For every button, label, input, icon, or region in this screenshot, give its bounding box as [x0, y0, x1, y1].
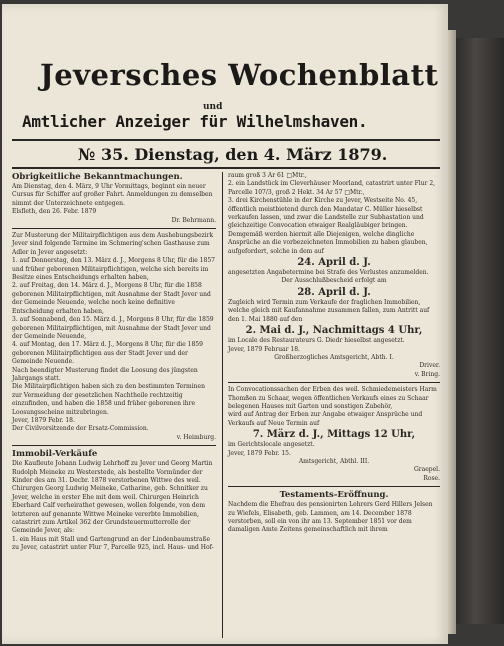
list-item: 3. drei Kirchenstühle in der Kirche zu Jever, Westseite No. 45, [228, 197, 418, 205]
list-item: 2. ein Landstück im Cleverhäuser Moorland, catastrirt unter Flur 2, Parcelle 107/3, groß 2 Hekt. 34 Ar 57 □Mtr., [228, 180, 436, 196]
page-edge [448, 30, 456, 634]
section-heading-announcements: Obrigkeitliche Bekanntmachungen. [12, 172, 183, 182]
divider [12, 445, 216, 446]
right-column [228, 172, 440, 535]
header-rule-top [12, 139, 440, 141]
paragraph: Nachdem die Ehefrau des pensionirten Lehrers Gerd Hillers Jelsen zu Wiefels, Elisabeth, geb. Lammen, am 14. December 1878 verstorben, soll ein von ihr am 13. September 1851 vor dem damaligen Amte Zeitens gemeinschaftlich mit ihrem [228, 501, 433, 534]
signature: Graepel. [413, 466, 440, 474]
paragraph: im Gerichtslocale angesetzt. [228, 441, 315, 449]
divider [228, 382, 440, 383]
divider [12, 228, 216, 229]
paragraph: In Convocationssachen der Erben des weil. Schmiedemeisters Harm Thomßen zu Schaar, wegen öffentlichen Verkaufs eines zu Schaar belegenen Hauses mit Garten und sonstigen Zubehör, [228, 386, 437, 410]
left-column [12, 172, 216, 553]
signature: Dr. Behrmann. [171, 216, 216, 224]
masthead-title: Jeversches Wochenblatt [40, 58, 439, 92]
column-divider [222, 172, 223, 638]
list-item: 3. auf Sonnabend, den 15. März d. J., Morgens 8 Uhr, für die 1859 geborenen Militairpflichtigen, mit Ausnahme der Stadt Jever und der Gemeinde Neuende, [12, 316, 214, 340]
paragraph: wird auf Antrag der Erben zur Angabe etwaiger Ansprüche und Verkaufs auf Neue Termin auf [228, 411, 423, 427]
paragraph: Am Dienstag, den 4. März, 9 Uhr Vormittags, beginnt ein neuer Cursus für Schiffer auf großer Fahrt. Anmeldungen zu demselben nimmt der Unterzeichnete entgegen. [12, 183, 213, 207]
date-line: Jever, 1879 Februar 18. [228, 345, 300, 353]
paragraph: im Locale des Restaurateurs G. Diedr hieselbst angesetzt. [228, 337, 405, 345]
date-highlight: 24. April d. J. [297, 257, 371, 269]
paragraph: Die Kaufleute Johann Ludwig Lehrhoff zu Jever und Georg Martin Rudolph Meineke zu Westerstede, als bestellte Vormünder der Kinder des am 31. Decbr. 1878 verstorbenen Wittwe des weil. Chirurgen Georg Ludwig Meineke, Catharine, geb. Schnitker zu Jever, welche in erster Ehe mit dem weil. Chirurgen Heinrich Eberhard Calf verheirathet gewesen, wollen folgende, von dem letzteren auf genannte Wittwe Meineke vererbte Immobilien, catastrirt zum Artikel 362 der Grundsteuermutterrolle der Gemeinde Jever, als: [12, 460, 213, 535]
org-line: Amtsgericht, Abthl. III. [298, 457, 370, 465]
org-line: Der Civilvorsitzende der Ersatz-Commission. [12, 425, 149, 433]
list-item: 1. ein Haus mit Stall und Gartengrund an der Lindenbaumstraße zu Jever, catastrirt unter Flur 7, Parcelle 925, incl. Haus- und Hof- [12, 535, 214, 552]
list-item: 2. auf Freitag, den 14. März d. J., Morgens 8 Uhr, für die 1858 geborenen Militairpflichtigen, mit Ausnahme der Stadt Jever und der Gemeinde Neuende, welche noch keine definitive Entscheidung erhalten haben, [12, 282, 211, 315]
org-line: Großherzogliches Amtsgericht, Abth. I. [274, 353, 394, 361]
paragraph: öffentlich meistbietend durch den Mandatar C. Müller hieselbst verkaufen lassen, und zwar die Landstelle zur Subhastation und gleichzeitige Convocation etwaiger Realgläubiger bringen. [228, 205, 424, 230]
list-item: 4. auf Montag, den 17. März d. J., Morgens 8 Uhr, für die 1859 geborenen Militairpflichtigen aus der Stadt Jever und der Gemeinde Neuende. [12, 341, 203, 366]
section-heading-immobil: Immobil-Verkäufe [12, 449, 98, 460]
masthead-subtitle: Amtlicher Anzeiger für Wilhelmshaven. [22, 112, 368, 131]
signature: Rose. [423, 474, 440, 482]
date-line: Jever, 1879 Febr. 18. [12, 416, 75, 424]
paragraph: Der Ausschlußbescheid erfolgt am [281, 277, 387, 285]
newspaper-page [2, 4, 448, 644]
paragraph: Die Militairpflichtigen haben sich zu den bestimmten Terminen zur Vermeidung der gesetzlichen Nachtheile rechtzeitig einzufinden, und haben die 1858 und früher geborenen ihre Loosungsscheine mitzubringen. [12, 383, 205, 416]
date-line: Elsfleth, den 26. Febr. 1879 [12, 208, 97, 216]
date-highlight: 2. Mai d. J., Nachmittags 4 Uhr, [245, 325, 423, 337]
signature: v. Bring. [414, 370, 440, 378]
date-line: Jever, 1879 Febr. 15. [228, 449, 291, 457]
date-highlight: 7. März d. J., Mittags 12 Uhr, [252, 429, 416, 441]
paragraph: raum groß 3 Ar 61 □Mtr., [228, 172, 307, 179]
signature: v. Heimburg. [176, 433, 216, 441]
paragraph: angesetzten Angabetermine bei Strafe des Verlustes anzumelden. [228, 269, 429, 277]
date-highlight: 28. April d. J. [297, 286, 371, 298]
paragraph: Zur Musterung der Militairpflichtigen aus dem Aushebungsbezirk Jever sind folgende Termine im Schmering'schen Gasthause zum Adler in Jever angesetzt: [12, 232, 214, 256]
paragraph: Zugleich wird Termin zum Verkaufe der fraglichen Immobilien, welche gleich mit Kaufannahme zusammen fallen, zum Antritt auf den 1. Mai 1880 auf den [228, 298, 430, 323]
divider [228, 486, 440, 487]
book-spine [456, 38, 504, 624]
section-heading-testament: Testaments-Eröffnung. [279, 490, 389, 501]
list-item: 1. auf Donnerstag, den 13. März d. J., Morgens 8 Uhr, für die 1857 und früher geborenen Militairpflichtigen, welche sich bereits im Besitze eines Entscheidungs erhalten haben, [12, 257, 215, 282]
paragraph: Demgemäß werden hiermit alle Diejenigen, welche dingliche Ansprüche an die vorbezeichneten Immobilien zu haben glauben, aufgefordert, solche in dem auf [228, 230, 428, 255]
issue-line: № 35. Dienstag, den 4. März 1879. [78, 145, 388, 164]
paragraph: Nach beendigter Musterung findet die Loosung des jüngsten Jahrgangs statt. [12, 366, 198, 382]
header-rule-bottom [12, 167, 440, 169]
masthead-conjunction: und [203, 102, 223, 112]
signature: Driver. [419, 362, 440, 370]
